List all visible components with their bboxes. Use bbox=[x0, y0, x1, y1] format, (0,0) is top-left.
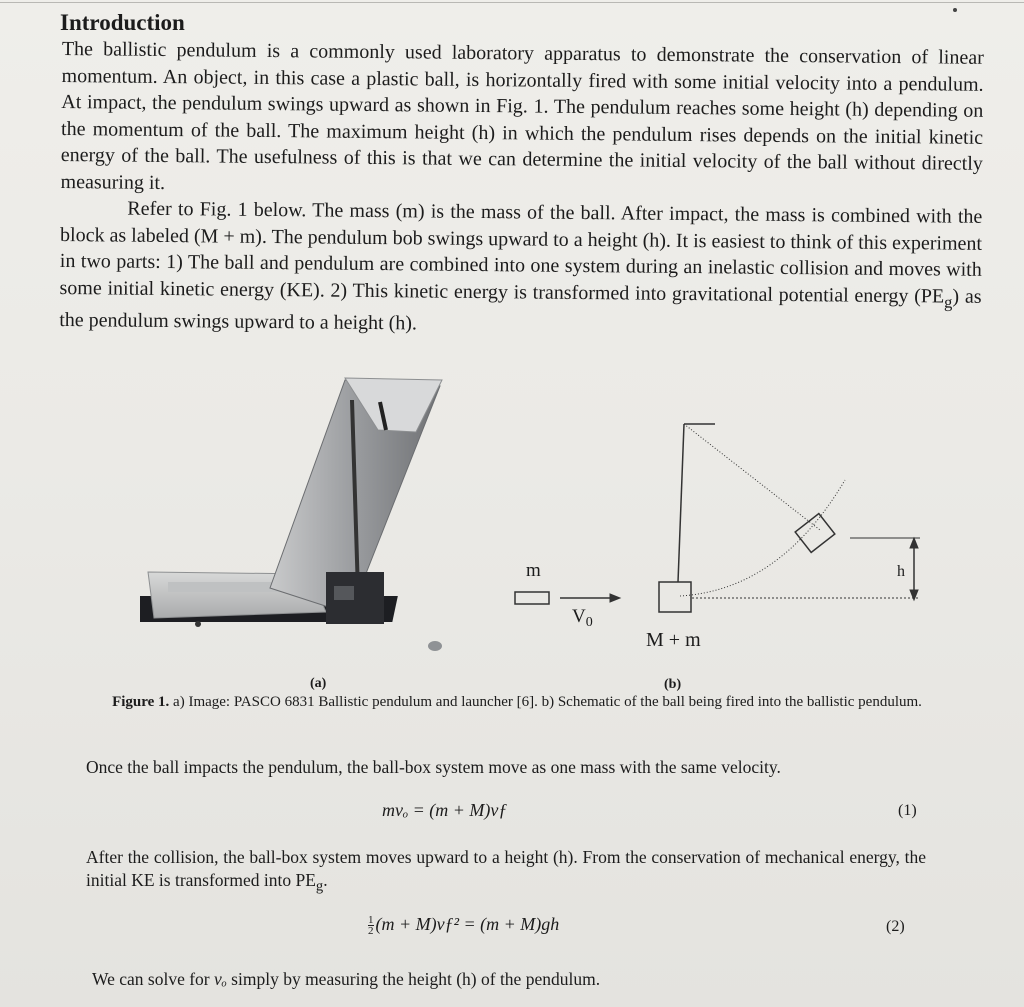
height-arrowhead-up bbox=[910, 538, 918, 548]
ball-mass bbox=[515, 592, 549, 604]
figure-label-a: (a) bbox=[310, 676, 327, 691]
body-line-1: Once the ball impacts the pendulum, the ball-box system move as one mass with the same velocity. bbox=[86, 757, 781, 777]
body-line-2: After the collision, the ball-box system moves upward to a height (h). From the conservation of mechanical energy, the initial KE is transformed into $PE_g$. bbox=[86, 847, 926, 895]
figure-caption: Figure 1. a) Image: PASCO 6831 Ballistic pendulum and launcher [6]. b) Schematic of the ball being fired into the ballistic pendulum. bbox=[112, 694, 922, 710]
catcher-face bbox=[334, 586, 354, 600]
velocity-label: $V_0$ bbox=[572, 606, 593, 630]
equation-1: mvₒ = (m + M)vƒ bbox=[382, 800, 508, 820]
swing-arc bbox=[680, 480, 845, 596]
intro-text bbox=[59, 36, 984, 342]
pendulum-schematic bbox=[515, 424, 920, 612]
intro-paragraph-2: Refer to Fig. 1 below. The mass (m) is the mass of the ball. After impact, the mass is combined with the block as labeled (M + m). The pendulum bob swings upward to a height (h). It is easiest to think of this experiment in two parts: 1) The ball and pendulum are combined into one system during an inelastic collision and moves with some initial kinetic energy (KE). 2) This kinetic energy is transformed into gravitational potential energy $(PE_g)$ as the pendulum swings upward to a height (h). bbox=[59, 197, 983, 335]
equation-2: $\frac{1}{2}$ (m + M)vƒ² = (m + M)gh bbox=[368, 914, 560, 938]
bob-rest bbox=[659, 582, 691, 612]
equation-2-number: (2) bbox=[886, 918, 905, 935]
swing-string bbox=[684, 424, 820, 530]
combined-mass-label: M + m bbox=[646, 629, 701, 651]
page-mark bbox=[953, 8, 957, 12]
launcher-knob bbox=[195, 621, 201, 627]
bob-raised bbox=[795, 514, 835, 553]
intro-paragraph-1: The ballistic pendulum is a commonly used laboratory apparatus to demonstrate the conservation of linear momentum. An object, in this case a plastic ball, is horizontally fired with some initial velocity into a pendulum. At impact, the pendulum swings upward as shown in Fig. 1. The pendulum reaches some height (h) depending on the momentum of the ball. The maximum height (h) in which the pendulum rises depends on the initial kinetic energy of the ball. The usefulness of this is that we can determine the initial velocity of the ball without directly measuring it. bbox=[60, 37, 984, 194]
figure-1 bbox=[140, 360, 960, 690]
steel-ball bbox=[428, 641, 442, 651]
height-label: h bbox=[897, 563, 905, 580]
velocity-arrowhead bbox=[610, 594, 620, 602]
apparatus-photo bbox=[140, 378, 442, 651]
section-heading: Introduction bbox=[60, 10, 185, 35]
page-top-edge bbox=[0, 2, 1024, 3]
equation-1-number: (1) bbox=[898, 802, 917, 819]
mass-label: m bbox=[526, 560, 541, 581]
figure-label-b: (b) bbox=[664, 677, 682, 692]
pendulum-string bbox=[678, 424, 684, 582]
body-line-3: We can solve for vₒ simply by measuring the height (h) of the pendulum. bbox=[92, 969, 601, 989]
half-fraction: $\frac{1}{2}$ bbox=[368, 914, 374, 938]
